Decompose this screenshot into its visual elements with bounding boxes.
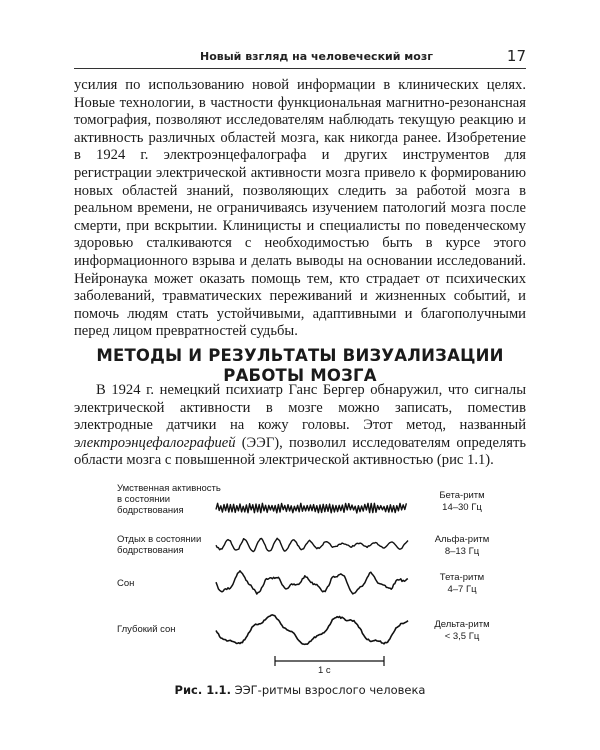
time-scale-label: 1 с xyxy=(318,665,331,676)
figure-caption xyxy=(0,683,600,697)
eeg-state-line: бодрствования xyxy=(117,505,184,516)
running-header xyxy=(74,48,526,68)
eeg-state-label-theta xyxy=(117,578,134,589)
eeg-rhythm-name: Тета-ритм xyxy=(439,572,485,583)
eeg-rhythm-frequency: 8–13 Гц xyxy=(444,545,480,557)
eeg-state-label-delta xyxy=(117,624,176,635)
eeg-trace-beta xyxy=(216,503,406,513)
header-rule xyxy=(74,68,526,69)
eeg-state-line: в состоянии xyxy=(117,494,171,505)
eeg-rhythm-frequency: 4–7 Гц xyxy=(447,583,477,595)
eeg-rhythm-frequency: 14–30 Гц xyxy=(442,501,482,513)
eeg-rhythm-label-alpha xyxy=(425,534,499,557)
eeg-rhythm-name: Альфа-ритм xyxy=(434,534,490,545)
eeg-trace-theta xyxy=(216,571,408,594)
eeg-rhythm-label-beta xyxy=(425,490,499,513)
time-scale-bar xyxy=(275,656,384,666)
section-heading xyxy=(74,346,526,386)
eeg-trace-delta xyxy=(216,615,408,645)
section-heading-line1: МЕТОДЫ И РЕЗУЛЬТАТЫ ВИЗУАЛИЗАЦИИ xyxy=(96,346,504,365)
eeg-term: электроэнцефалографией xyxy=(74,434,236,451)
eeg-state-label-beta xyxy=(117,483,221,516)
eeg-rhythm-label-theta xyxy=(425,572,499,595)
paragraph-eeg-part1: В 1924 г. немецкий психиатр Ганс Бергер обнаружил, что сигналы электрической активности в мозге можно записать, поместив электродные датчики на кожу головы. Этот метод, названный xyxy=(74,382,526,434)
running-header-title: Новый взгляд на человеческий мозг xyxy=(200,50,433,63)
eeg-rhythm-name: Дельта-ритм xyxy=(434,619,490,630)
eeg-state-line: Отдых в состоянии xyxy=(117,534,202,545)
paragraph-intro: усилия по использованию новой информации в клинических целях. Новые технологии, в частности функциональная магнитно-резонансная томография, позволяют исследователям наблюдать текущую реакцию и активность различных областей мозга, как никогда ранее. Изобретение в 1924 г. электроэнцефалографа и других инструментов для регистрации электрической активности мозга привело к формированию новых областей знаний, позволяющих следить за работой мозга в реальном времени, не ограничиваясь изучением патологий мозга после смерти, при вскрытии. Клиницисты и специалисты по поведенческому здоровью сталкиваются с необходимостью быть в курсе этого информационного взрыва и делать выводы на основании исследований. Нейронаука может оказать помощь тем, кто страдает от психических заболеваний, травматических переживаний и жизненных событий, и помочь людям стать устойчивыми, адаптивными и благополучными перед лицом превратностей судьбы. xyxy=(74,77,526,340)
figure-caption-text: ЭЭГ-ритмы взрослого человека xyxy=(230,683,426,697)
eeg-state-line: Глубокий сон xyxy=(117,624,176,635)
eeg-rhythm-name: Бета-ритм xyxy=(439,490,485,501)
eeg-trace-alpha xyxy=(216,538,408,551)
figure-caption-label: Рис. 1.1. xyxy=(174,683,231,697)
paragraph-eeg-part2: (ЭЭГ), позволил исследователям определять области мозга с повышенной электрической активностью (рис 1.1). xyxy=(74,434,526,469)
section-heading-line2: РАБОТЫ МОЗГА xyxy=(223,366,377,385)
eeg-state-line: Умственная активность xyxy=(117,483,221,494)
eeg-state-line: Сон xyxy=(117,578,135,589)
page-number: 17 xyxy=(506,47,526,65)
eeg-rhythm-frequency: < 3,5 Гц xyxy=(444,630,480,642)
eeg-rhythm-label-delta xyxy=(425,619,499,642)
paragraph-eeg xyxy=(74,382,526,470)
eeg-state-line: бодрствования xyxy=(117,545,184,556)
eeg-state-label-alpha xyxy=(117,534,201,556)
